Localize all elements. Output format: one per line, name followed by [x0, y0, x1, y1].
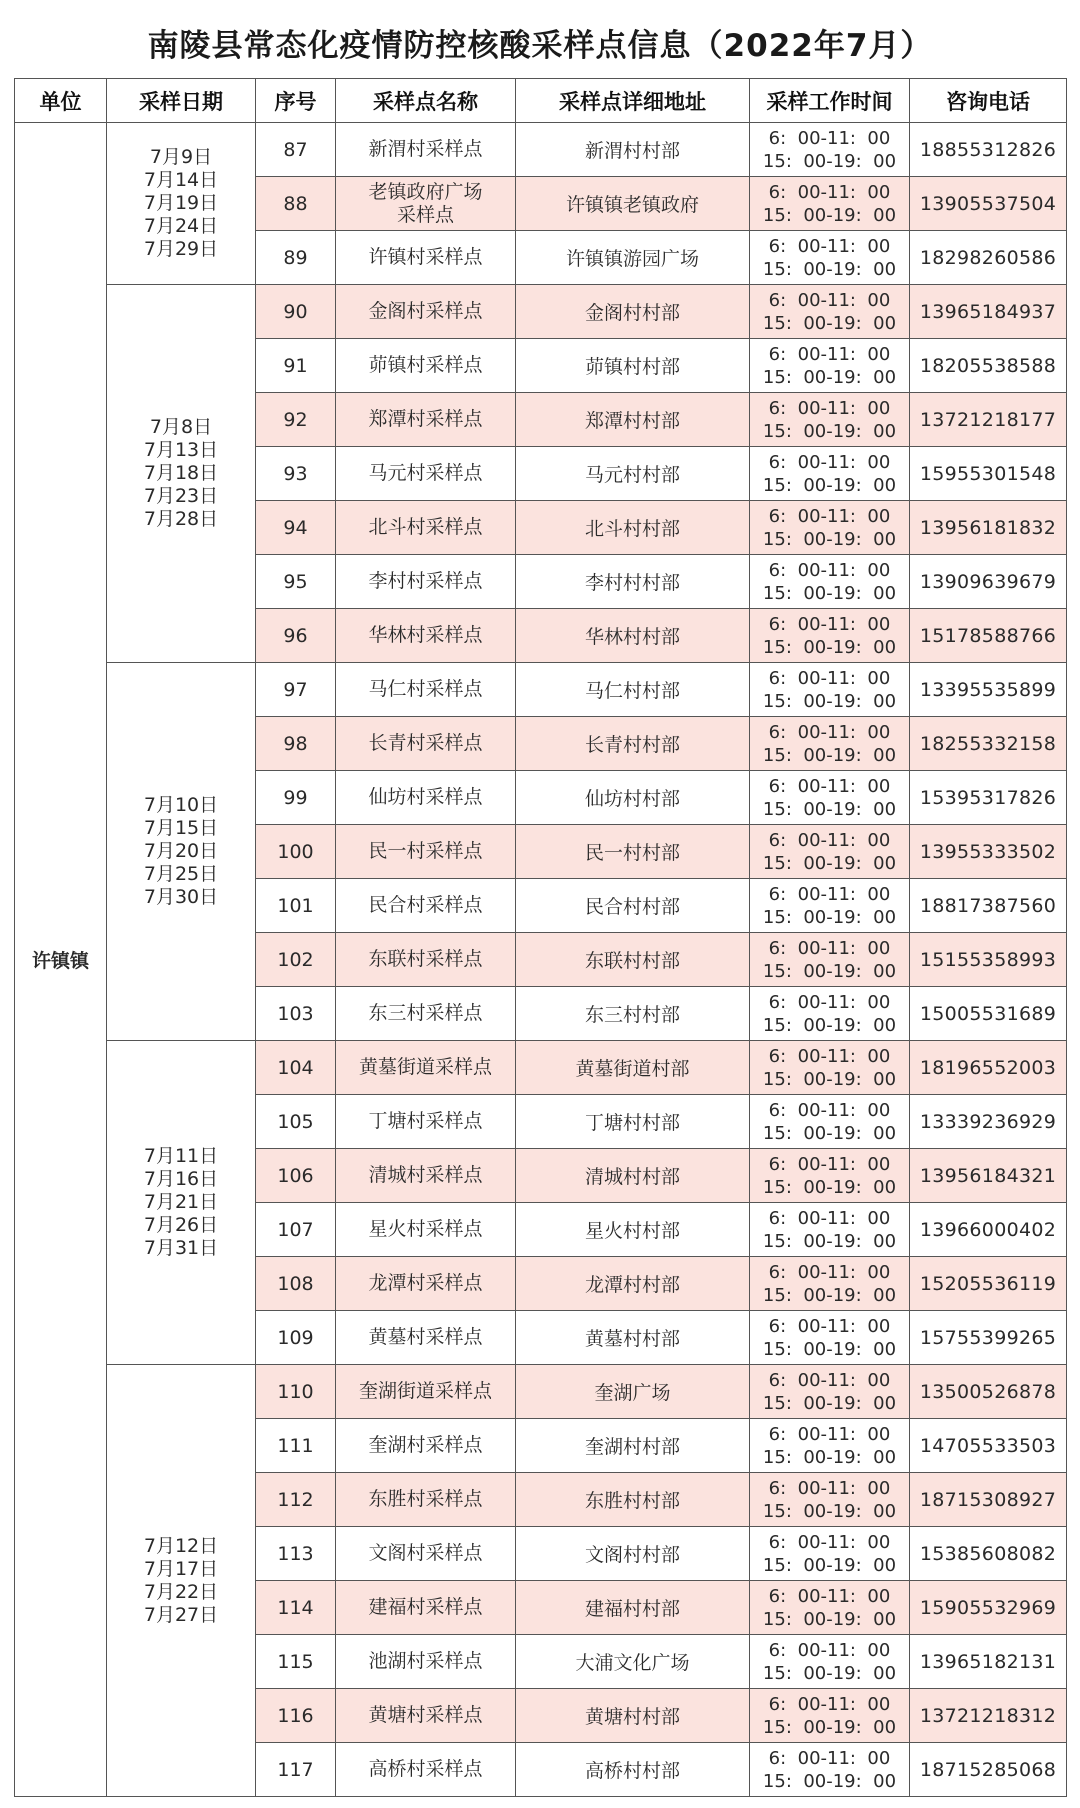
site-name-cell — [336, 447, 516, 501]
phone-cell: 13339236929 — [910, 1095, 1067, 1149]
date-line: 7月13日 — [143, 439, 219, 461]
seq-cell: 95 — [256, 555, 336, 609]
page-title: 南陵县常态化疫情防控核酸采样点信息（2022年7月） — [147, 28, 933, 64]
time-cell — [750, 1311, 910, 1365]
seq-cell: 100 — [256, 825, 336, 879]
site-name-line: 马仁村采样点 — [368, 678, 483, 700]
seq-cell: 107 — [256, 1203, 336, 1257]
address-cell: 奎湖广场 — [516, 1365, 750, 1419]
address-cell: 茆镇村村部 — [516, 339, 750, 393]
phone-cell: 13955333502 — [910, 825, 1067, 879]
time-morning: 6: 00-11: 00 — [768, 883, 891, 905]
time-afternoon: 15: 00-19: 00 — [762, 1068, 897, 1090]
site-name-line: 长青村采样点 — [368, 732, 483, 754]
time-morning: 6: 00-11: 00 — [768, 289, 891, 311]
time-cell — [750, 1419, 910, 1473]
time-afternoon: 15: 00-19: 00 — [762, 690, 897, 712]
time-morning: 6: 00-11: 00 — [768, 1207, 891, 1229]
time-morning: 6: 00-11: 00 — [768, 1693, 891, 1715]
address-cell: 民合村村部 — [516, 879, 750, 933]
time-cell — [750, 177, 910, 231]
time-morning: 6: 00-11: 00 — [768, 613, 891, 635]
site-name-line: 黄塘村采样点 — [368, 1704, 483, 1726]
phone-cell: 18196552003 — [910, 1041, 1067, 1095]
time-cell — [750, 933, 910, 987]
date-cell — [107, 663, 256, 1041]
date-line: 7月31日 — [143, 1237, 219, 1259]
header-seq: 序号 — [256, 79, 336, 123]
time-afternoon: 15: 00-19: 00 — [762, 1338, 897, 1360]
time-afternoon: 15: 00-19: 00 — [762, 1122, 897, 1144]
seq-cell: 112 — [256, 1473, 336, 1527]
phone-cell: 13965184937 — [910, 285, 1067, 339]
time-morning: 6: 00-11: 00 — [768, 829, 891, 851]
site-name-cell — [336, 1635, 516, 1689]
seq-cell: 103 — [256, 987, 336, 1041]
site-name-line: 丁塘村采样点 — [368, 1110, 483, 1132]
seq-cell: 105 — [256, 1095, 336, 1149]
time-afternoon: 15: 00-19: 00 — [762, 582, 897, 604]
time-cell — [750, 663, 910, 717]
site-name-cell — [336, 123, 516, 177]
phone-cell: 18205538588 — [910, 339, 1067, 393]
date-line: 7月26日 — [143, 1214, 219, 1236]
date-cell — [107, 1365, 256, 1797]
address-cell: 黄塘村村部 — [516, 1689, 750, 1743]
address-cell: 新渭村村部 — [516, 123, 750, 177]
site-name-line: 星火村采样点 — [368, 1218, 483, 1240]
site-name-cell — [336, 987, 516, 1041]
phone-cell: 18715285068 — [910, 1743, 1067, 1797]
site-name-line: 郑潭村采样点 — [368, 408, 483, 430]
address-cell: 文阁村村部 — [516, 1527, 750, 1581]
header-date: 采样日期 — [107, 79, 256, 123]
time-cell — [750, 285, 910, 339]
phone-cell: 13721218177 — [910, 393, 1067, 447]
date-line: 7月19日 — [143, 192, 219, 214]
phone-cell: 15755399265 — [910, 1311, 1067, 1365]
date-line: 7月25日 — [143, 863, 219, 885]
site-name-line: 龙潭村采样点 — [368, 1272, 483, 1294]
phone-cell: 18817387560 — [910, 879, 1067, 933]
seq-cell: 101 — [256, 879, 336, 933]
time-morning: 6: 00-11: 00 — [768, 775, 891, 797]
site-name-line: 建福村采样点 — [368, 1596, 483, 1618]
header-time: 采样工作时间 — [750, 79, 910, 123]
time-afternoon: 15: 00-19: 00 — [762, 960, 897, 982]
address-cell: 郑潭村村部 — [516, 393, 750, 447]
header-phone: 咨询电话 — [910, 79, 1067, 123]
site-name-line: 李村村采样点 — [368, 570, 483, 592]
address-cell: 长青村村部 — [516, 717, 750, 771]
date-line: 7月24日 — [143, 215, 219, 237]
header-row — [15, 79, 1067, 123]
seq-cell: 93 — [256, 447, 336, 501]
site-name-line: 马元村采样点 — [368, 462, 483, 484]
seq-cell: 108 — [256, 1257, 336, 1311]
time-cell — [750, 555, 910, 609]
time-cell — [750, 1257, 910, 1311]
site-name-cell — [336, 285, 516, 339]
time-afternoon: 15: 00-19: 00 — [762, 420, 897, 442]
address-cell: 建福村村部 — [516, 1581, 750, 1635]
date-line: 7月22日 — [143, 1580, 219, 1603]
time-afternoon: 15: 00-19: 00 — [762, 1770, 897, 1792]
address-cell: 北斗村村部 — [516, 501, 750, 555]
time-cell — [750, 771, 910, 825]
date-line: 7月14日 — [143, 169, 219, 191]
date-line: 7月21日 — [143, 1191, 219, 1213]
address-cell: 清城村村部 — [516, 1149, 750, 1203]
time-cell — [750, 1095, 910, 1149]
time-cell — [750, 879, 910, 933]
time-cell — [750, 609, 910, 663]
time-morning: 6: 00-11: 00 — [768, 1531, 891, 1553]
site-name-line: 新渭村采样点 — [368, 138, 483, 160]
table-row — [15, 285, 1067, 339]
phone-cell: 15178588766 — [910, 609, 1067, 663]
seq-cell: 96 — [256, 609, 336, 663]
time-morning: 6: 00-11: 00 — [768, 505, 891, 527]
seq-cell: 109 — [256, 1311, 336, 1365]
time-morning: 6: 00-11: 00 — [768, 1747, 891, 1769]
date-cell — [107, 285, 256, 663]
site-name-cell — [336, 1419, 516, 1473]
sampling-points-table — [14, 78, 1067, 1797]
time-cell — [750, 1203, 910, 1257]
time-morning: 6: 00-11: 00 — [768, 1423, 891, 1445]
table-row — [15, 123, 1067, 177]
time-afternoon: 15: 00-19: 00 — [762, 852, 897, 874]
date-line: 7月8日 — [149, 416, 213, 438]
site-name-line: 高桥村采样点 — [368, 1758, 483, 1780]
time-morning: 6: 00-11: 00 — [768, 1477, 891, 1499]
date-line: 7月23日 — [143, 485, 219, 507]
seq-cell: 92 — [256, 393, 336, 447]
address-cell: 黄墓街道村部 — [516, 1041, 750, 1095]
date-line: 7月30日 — [143, 886, 219, 908]
site-name-line: 清城村采样点 — [368, 1164, 483, 1186]
phone-cell: 13965182131 — [910, 1635, 1067, 1689]
unit-cell: 许镇镇 — [15, 123, 107, 1797]
site-name-cell — [336, 609, 516, 663]
site-name-cell — [336, 933, 516, 987]
site-name-line: 东胜村采样点 — [368, 1488, 483, 1510]
seq-cell: 91 — [256, 339, 336, 393]
address-cell: 许镇镇游园广场 — [516, 231, 750, 285]
seq-cell: 110 — [256, 1365, 336, 1419]
site-name-cell — [336, 1149, 516, 1203]
site-name-cell — [336, 231, 516, 285]
seq-cell: 94 — [256, 501, 336, 555]
site-name-cell — [336, 717, 516, 771]
time-morning: 6: 00-11: 00 — [768, 1045, 891, 1067]
time-afternoon: 15: 00-19: 00 — [762, 1662, 897, 1684]
time-morning: 6: 00-11: 00 — [768, 667, 891, 689]
date-line: 7月17日 — [143, 1557, 219, 1580]
time-afternoon: 15: 00-19: 00 — [762, 1554, 897, 1576]
time-morning: 6: 00-11: 00 — [768, 991, 891, 1013]
date-line: 7月15日 — [143, 817, 219, 839]
seq-cell: 114 — [256, 1581, 336, 1635]
address-cell: 李村村村部 — [516, 555, 750, 609]
time-afternoon: 15: 00-19: 00 — [762, 1230, 897, 1252]
time-morning: 6: 00-11: 00 — [768, 397, 891, 419]
time-afternoon: 15: 00-19: 00 — [762, 366, 897, 388]
time-morning: 6: 00-11: 00 — [768, 1369, 891, 1391]
header-address: 采样点详细地址 — [516, 79, 750, 123]
time-cell — [750, 987, 910, 1041]
time-morning: 6: 00-11: 00 — [768, 1585, 891, 1607]
table-body — [15, 123, 1067, 1797]
time-cell — [750, 1689, 910, 1743]
address-cell: 奎湖村村部 — [516, 1419, 750, 1473]
site-name-line: 民一村采样点 — [368, 840, 483, 862]
site-name-line: 奎湖街道采样点 — [358, 1380, 492, 1402]
time-morning: 6: 00-11: 00 — [768, 127, 891, 149]
site-name-line: 老镇政府广场 — [368, 180, 483, 203]
seq-cell: 111 — [256, 1419, 336, 1473]
time-afternoon: 15: 00-19: 00 — [762, 1608, 897, 1630]
table-row — [15, 1365, 1067, 1419]
seq-cell: 102 — [256, 933, 336, 987]
site-name-cell — [336, 1041, 516, 1095]
phone-cell: 15155358993 — [910, 933, 1067, 987]
date-line: 7月11日 — [143, 1145, 219, 1167]
time-afternoon: 15: 00-19: 00 — [762, 1716, 897, 1738]
date-line: 7月20日 — [143, 840, 219, 862]
time-cell — [750, 447, 910, 501]
time-afternoon: 15: 00-19: 00 — [762, 798, 897, 820]
table-row — [15, 1041, 1067, 1095]
seq-cell: 99 — [256, 771, 336, 825]
phone-cell: 15955301548 — [910, 447, 1067, 501]
site-name-cell — [336, 1527, 516, 1581]
site-name-line: 东联村采样点 — [368, 948, 483, 970]
site-name-cell — [336, 1365, 516, 1419]
seq-cell: 106 — [256, 1149, 336, 1203]
phone-cell: 13909639679 — [910, 555, 1067, 609]
address-cell: 民一村村部 — [516, 825, 750, 879]
address-cell: 东胜村村部 — [516, 1473, 750, 1527]
time-afternoon: 15: 00-19: 00 — [762, 1284, 897, 1306]
time-morning: 6: 00-11: 00 — [768, 721, 891, 743]
time-cell — [750, 1149, 910, 1203]
time-cell — [750, 393, 910, 447]
site-name-line: 仙坊村采样点 — [368, 786, 483, 808]
time-cell — [750, 339, 910, 393]
site-name-line: 文阁村采样点 — [368, 1542, 483, 1564]
time-morning: 6: 00-11: 00 — [768, 181, 891, 203]
date-line: 7月27日 — [143, 1603, 219, 1626]
phone-cell: 15385608082 — [910, 1527, 1067, 1581]
time-afternoon: 15: 00-19: 00 — [762, 528, 897, 550]
address-cell: 许镇镇老镇政府 — [516, 177, 750, 231]
address-cell: 高桥村村部 — [516, 1743, 750, 1797]
address-cell: 龙潭村村部 — [516, 1257, 750, 1311]
phone-cell: 15205536119 — [910, 1257, 1067, 1311]
seq-cell: 113 — [256, 1527, 336, 1581]
phone-cell: 13500526878 — [910, 1365, 1067, 1419]
address-cell: 仙坊村村部 — [516, 771, 750, 825]
date-line: 7月9日 — [149, 146, 213, 168]
time-afternoon: 15: 00-19: 00 — [762, 474, 897, 496]
date-line: 7月18日 — [143, 462, 219, 484]
site-name-cell — [336, 555, 516, 609]
site-name-cell — [336, 1689, 516, 1743]
time-cell — [750, 1041, 910, 1095]
site-name-cell — [336, 501, 516, 555]
time-morning: 6: 00-11: 00 — [768, 1153, 891, 1175]
seq-cell: 116 — [256, 1689, 336, 1743]
time-afternoon: 15: 00-19: 00 — [762, 1446, 897, 1468]
time-morning: 6: 00-11: 00 — [768, 1261, 891, 1283]
phone-cell: 13956181832 — [910, 501, 1067, 555]
site-name-cell — [336, 1311, 516, 1365]
time-morning: 6: 00-11: 00 — [768, 937, 891, 959]
phone-cell: 14705533503 — [910, 1419, 1067, 1473]
site-name-cell — [336, 339, 516, 393]
address-cell: 东三村村部 — [516, 987, 750, 1041]
date-line: 7月28日 — [143, 508, 219, 530]
time-afternoon: 15: 00-19: 00 — [762, 312, 897, 334]
site-name-line: 许镇村采样点 — [368, 246, 483, 268]
time-afternoon: 15: 00-19: 00 — [762, 150, 897, 172]
time-cell — [750, 123, 910, 177]
site-name-cell — [336, 663, 516, 717]
address-cell: 大浦文化广场 — [516, 1635, 750, 1689]
time-afternoon: 15: 00-19: 00 — [762, 1392, 897, 1414]
date-cell — [107, 1041, 256, 1365]
time-morning: 6: 00-11: 00 — [768, 343, 891, 365]
time-cell — [750, 1365, 910, 1419]
site-name-cell — [336, 825, 516, 879]
site-name-cell — [336, 879, 516, 933]
site-name-line: 黄墓街道采样点 — [358, 1056, 492, 1078]
phone-cell: 18255332158 — [910, 717, 1067, 771]
address-cell: 丁塘村村部 — [516, 1095, 750, 1149]
time-cell — [750, 501, 910, 555]
site-name-cell — [336, 1203, 516, 1257]
site-name-line: 北斗村采样点 — [368, 516, 483, 538]
time-cell — [750, 1635, 910, 1689]
header-unit: 单位 — [15, 79, 107, 123]
time-morning: 6: 00-11: 00 — [768, 1639, 891, 1661]
seq-cell: 115 — [256, 1635, 336, 1689]
seq-cell: 88 — [256, 177, 336, 231]
address-cell: 东联村村部 — [516, 933, 750, 987]
seq-cell: 97 — [256, 663, 336, 717]
time-afternoon: 15: 00-19: 00 — [762, 1176, 897, 1198]
date-line: 7月16日 — [143, 1168, 219, 1190]
address-cell: 马元村村部 — [516, 447, 750, 501]
site-name-cell — [336, 177, 516, 231]
address-cell: 马仁村村部 — [516, 663, 750, 717]
site-name-line: 华林村采样点 — [368, 624, 483, 646]
phone-cell: 13721218312 — [910, 1689, 1067, 1743]
phone-cell: 13395535899 — [910, 663, 1067, 717]
time-afternoon: 15: 00-19: 00 — [762, 744, 897, 766]
site-name-line: 东三村采样点 — [368, 1002, 483, 1024]
phone-cell: 15395317826 — [910, 771, 1067, 825]
date-line: 7月12日 — [143, 1534, 219, 1557]
site-name-cell — [336, 1581, 516, 1635]
time-afternoon: 15: 00-19: 00 — [762, 204, 897, 226]
seq-cell: 117 — [256, 1743, 336, 1797]
seq-cell: 90 — [256, 285, 336, 339]
seq-cell: 87 — [256, 123, 336, 177]
time-cell — [750, 1473, 910, 1527]
site-name-cell — [336, 1257, 516, 1311]
site-name-cell — [336, 1473, 516, 1527]
time-afternoon: 15: 00-19: 00 — [762, 258, 897, 280]
site-name-cell — [336, 393, 516, 447]
time-morning: 6: 00-11: 00 — [768, 451, 891, 473]
date-line: 7月29日 — [143, 238, 219, 260]
time-morning: 6: 00-11: 00 — [768, 235, 891, 257]
seq-cell: 104 — [256, 1041, 336, 1095]
time-cell — [750, 1527, 910, 1581]
site-name-cell — [336, 1743, 516, 1797]
time-morning: 6: 00-11: 00 — [768, 559, 891, 581]
header-name: 采样点名称 — [336, 79, 516, 123]
time-afternoon: 15: 00-19: 00 — [762, 1500, 897, 1522]
date-cell — [107, 123, 256, 285]
site-name-cell — [336, 771, 516, 825]
address-cell: 星火村村部 — [516, 1203, 750, 1257]
seq-cell: 98 — [256, 717, 336, 771]
address-cell: 金阁村村部 — [516, 285, 750, 339]
site-name-line: 池湖村采样点 — [368, 1650, 483, 1672]
seq-cell: 89 — [256, 231, 336, 285]
site-name-line: 金阁村采样点 — [368, 300, 483, 322]
site-name-line: 奎湖村采样点 — [368, 1434, 483, 1456]
address-cell: 黄墓村村部 — [516, 1311, 750, 1365]
phone-cell: 15905532969 — [910, 1581, 1067, 1635]
site-name-line: 茆镇村采样点 — [368, 354, 483, 376]
time-cell — [750, 1743, 910, 1797]
table-row — [15, 663, 1067, 717]
time-cell — [750, 717, 910, 771]
time-cell — [750, 231, 910, 285]
time-morning: 6: 00-11: 00 — [768, 1315, 891, 1337]
phone-cell: 18855312826 — [910, 123, 1067, 177]
time-afternoon: 15: 00-19: 00 — [762, 636, 897, 658]
site-name-cell — [336, 1095, 516, 1149]
phone-cell: 13956184321 — [910, 1149, 1067, 1203]
site-name-line: 采样点 — [396, 203, 454, 226]
site-name-line: 民合村采样点 — [368, 894, 483, 916]
date-line: 7月10日 — [143, 794, 219, 816]
time-cell — [750, 1581, 910, 1635]
phone-cell: 13966000402 — [910, 1203, 1067, 1257]
time-morning: 6: 00-11: 00 — [768, 1099, 891, 1121]
time-afternoon: 15: 00-19: 00 — [762, 1014, 897, 1036]
address-cell: 华林村村部 — [516, 609, 750, 663]
phone-cell: 18298260586 — [910, 231, 1067, 285]
time-cell — [750, 825, 910, 879]
phone-cell: 15005531689 — [910, 987, 1067, 1041]
phone-cell: 13905537504 — [910, 177, 1067, 231]
phone-cell: 18715308927 — [910, 1473, 1067, 1527]
site-name-line: 黄墓村采样点 — [368, 1326, 483, 1348]
time-afternoon: 15: 00-19: 00 — [762, 906, 897, 928]
